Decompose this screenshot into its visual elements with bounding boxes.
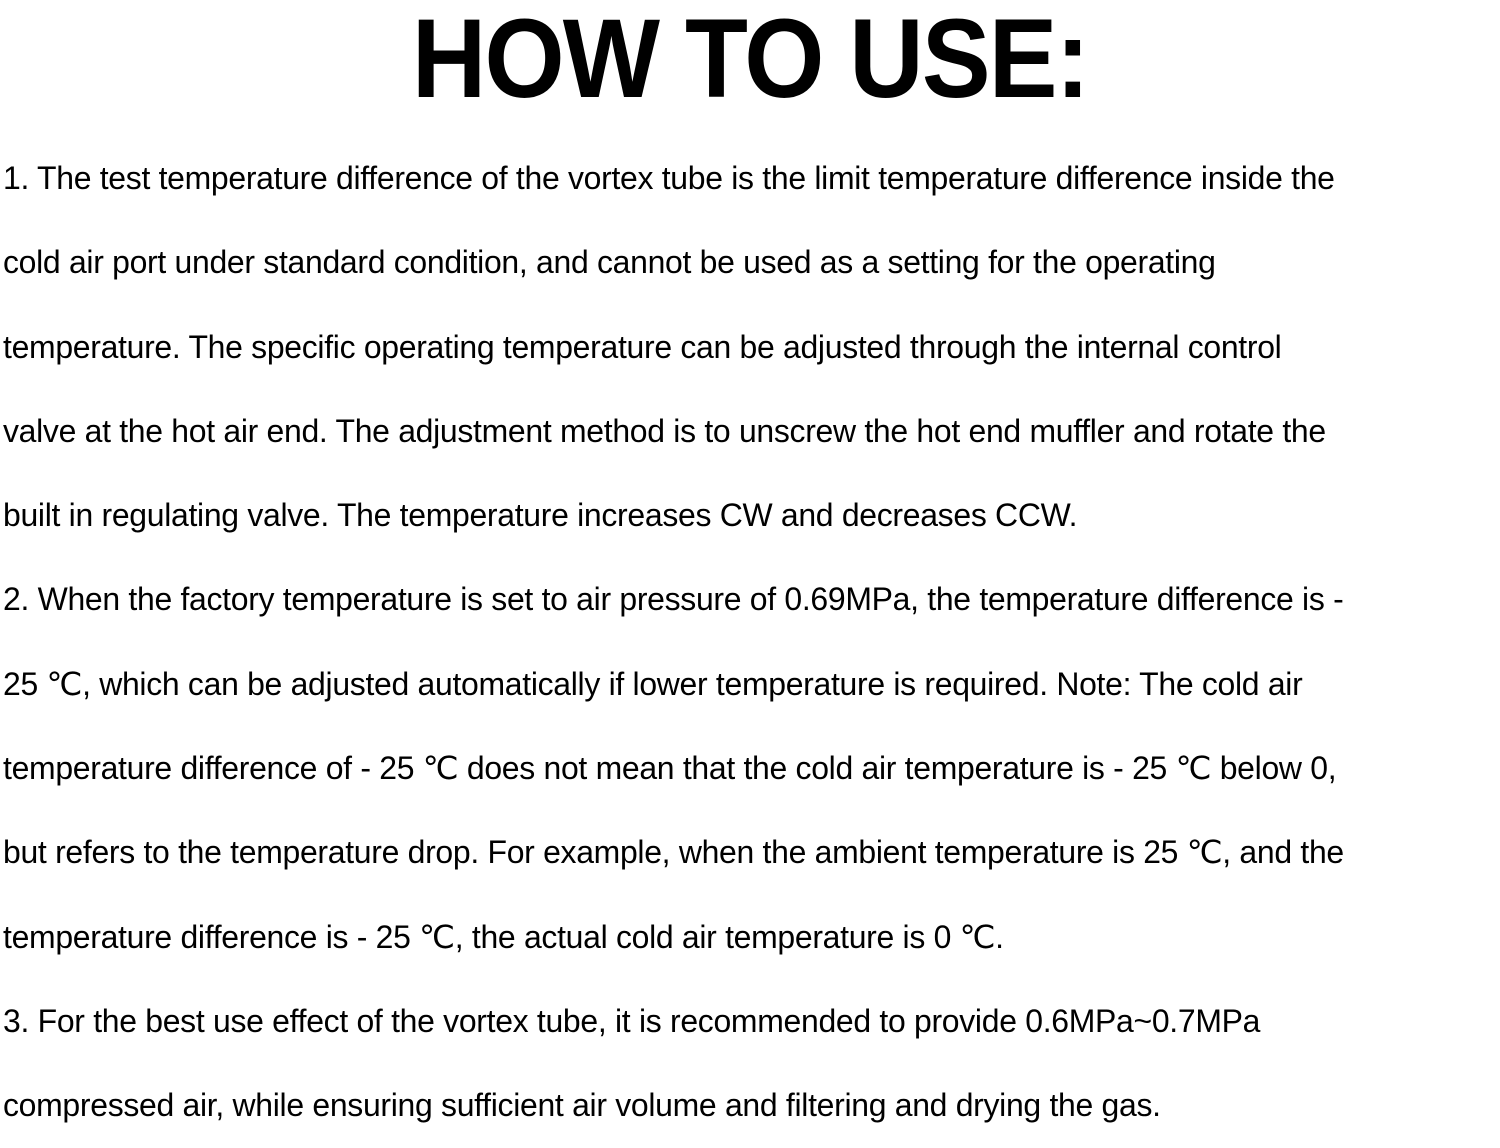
- instruction-line: temperature difference is - 25 ℃, the actual cold air temperature is 0 ℃.: [3, 918, 1004, 955]
- instruction-line: 3. For the best use effect of the vortex tube, it is recommended to provide 0.6MPa~0.7MPa: [3, 1002, 1261, 1039]
- instruction-line: cold air port under standard condition, and cannot be used as a setting for the operating: [3, 244, 1216, 281]
- instruction-line: but refers to the temperature drop. For example, when the ambient temperature is 25 ℃, and the: [3, 834, 1344, 871]
- instruction-line: 2. When the factory temperature is set to air pressure of 0.69MPa, the temperature difference is -: [3, 581, 1344, 618]
- instruction-line: 1. The test temperature difference of the vortex tube is the limit temperature difference inside the: [3, 160, 1335, 196]
- instruction-line: built in regulating valve. The temperature increases CW and decreases CCW.: [3, 497, 1078, 534]
- instruction-line: temperature. The specific operating temperature can be adjusted through the internal control: [3, 328, 1282, 365]
- instruction-line: valve at the hot air end. The adjustment method is to unscrew the hot end muffler and rotate the: [3, 412, 1326, 449]
- instruction-line: compressed air, while ensuring sufficient air volume and filtering and drying the gas.: [3, 1087, 1161, 1124]
- instruction-line: temperature difference of - 25 ℃ does not mean that the cold air temperature is - 25 ℃ below 0,: [3, 750, 1337, 787]
- page-title: HOW TO USE:: [411, 0, 1089, 121]
- instructions-body: [3, 136, 1500, 1148]
- instruction-line: 25 ℃, which can be adjusted automatically if lower temperature is required. Note: The cold air: [3, 665, 1303, 702]
